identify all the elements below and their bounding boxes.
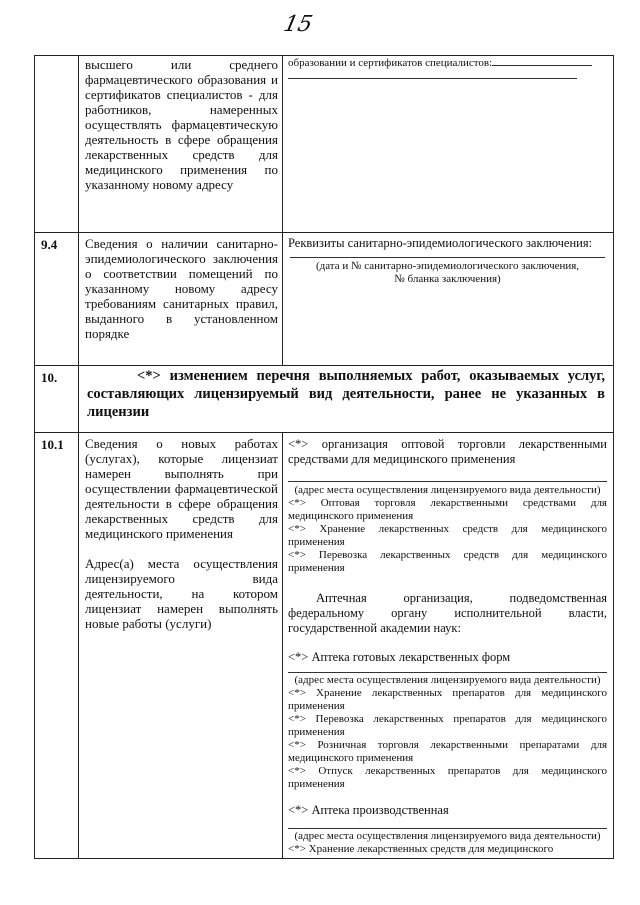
checkbox-ready-item[interactable]: <*> Розничная торговля лекарственными препаратами для медицинского применения [288, 739, 607, 764]
cell-number-empty [35, 56, 79, 233]
field-caption: № бланка заключения) [394, 273, 501, 285]
cell-field [283, 233, 614, 366]
row-number: 9.4 [35, 233, 79, 366]
checkbox-ready-item[interactable]: <*> Перевозка лекарственных препаратов для медицинского применения [288, 713, 607, 738]
cell-field [283, 56, 614, 233]
blank-line [288, 70, 577, 79]
checkbox-production-item[interactable]: <*> Хранение лекарственных средств для медицинского [288, 843, 554, 855]
table-row-continuation [35, 56, 614, 233]
field-caption: (адрес места осуществления лицензируемого вида деятельности) [294, 674, 601, 686]
cell-description: Сведения о наличии санитарно-эпидемиологического заключения о соответствии помещений по указанному новому адресу требованиям санитарных правил, выданного в установленном порядке [79, 233, 283, 366]
blank-line [288, 665, 607, 673]
blank-line [288, 818, 607, 829]
section-heading: <*> изменением перечня выполняемых работ, оказываемых услуг, составляющих лицензируемый вид деятельности, ранее не указанных в лицензии [79, 366, 614, 433]
cell-field [283, 433, 614, 859]
works-description: Сведения о новых работах (услугах), которые лицензиат намерен выполнять при осуществлении фармацевтической деятельности в сфере обращения лекарственных средств для медицинского применения [85, 436, 278, 541]
address-description: Адрес(а) места осуществления лицензируемого вида деятельности, на котором лицензиат намерен выполнять новые работы (услуги) [85, 556, 278, 631]
form-table [34, 55, 614, 859]
checkbox-wholesale-item[interactable]: <*> Оптовая торговля лекарственными средствами для медицинского применения [288, 497, 607, 522]
page-number: 15 [281, 12, 315, 37]
row-number: 10. [35, 366, 79, 433]
table-row-10 [35, 366, 614, 433]
cell-description [79, 433, 283, 859]
checkbox-wholesale-item[interactable]: <*> Перевозка лекарственных средств для медицинского применения [288, 549, 607, 574]
field-label: Реквизиты санитарно-эпидемиологического заключения: [288, 236, 593, 250]
table-row-9-4 [35, 233, 614, 366]
field-caption: (адрес места осуществления лицензируемого вида деятельности) [294, 830, 601, 842]
checkbox-ready-forms[interactable]: <*> Аптека готовых лекарственных форм [288, 650, 511, 664]
checkbox-wholesale[interactable]: <*> организация оптовой торговли лекарственными средствами для медицинского применения [288, 437, 607, 466]
blank-line [290, 251, 605, 258]
field-caption: (адрес места осуществления лицензируемого вида деятельности) [294, 484, 601, 496]
field-label: образовании и сертификатов специалистов: [288, 57, 493, 69]
checkbox-ready-item[interactable]: <*> Хранение лекарственных препаратов для медицинского применения [288, 687, 607, 712]
blank-line [288, 467, 607, 482]
checkbox-wholesale-item[interactable]: <*> Хранение лекарственных средств для медицинского применения [288, 523, 607, 548]
pharmacy-organization-label: Аптечная организация, подведомственная федеральному органу исполнительной власти, государственной академии наук: [288, 591, 607, 635]
row-number: 10.1 [35, 433, 79, 859]
checkbox-production[interactable]: <*> Аптека производственная [288, 803, 449, 817]
field-caption: (дата и № санитарно-эпидемиологического заключения, [315, 260, 580, 272]
table-row-10-1 [35, 433, 614, 859]
checkbox-ready-item[interactable]: <*> Отпуск лекарственных препаратов для медицинского применения [288, 765, 607, 790]
cell-description: высшего или среднего фармацевтического образования и сертификатов специалистов - для работников, намеренных осуществлять фармацевтическую деятельность в сфере обращения лекарственных средств для медицинского применения по указанному новому адресу [79, 56, 283, 233]
